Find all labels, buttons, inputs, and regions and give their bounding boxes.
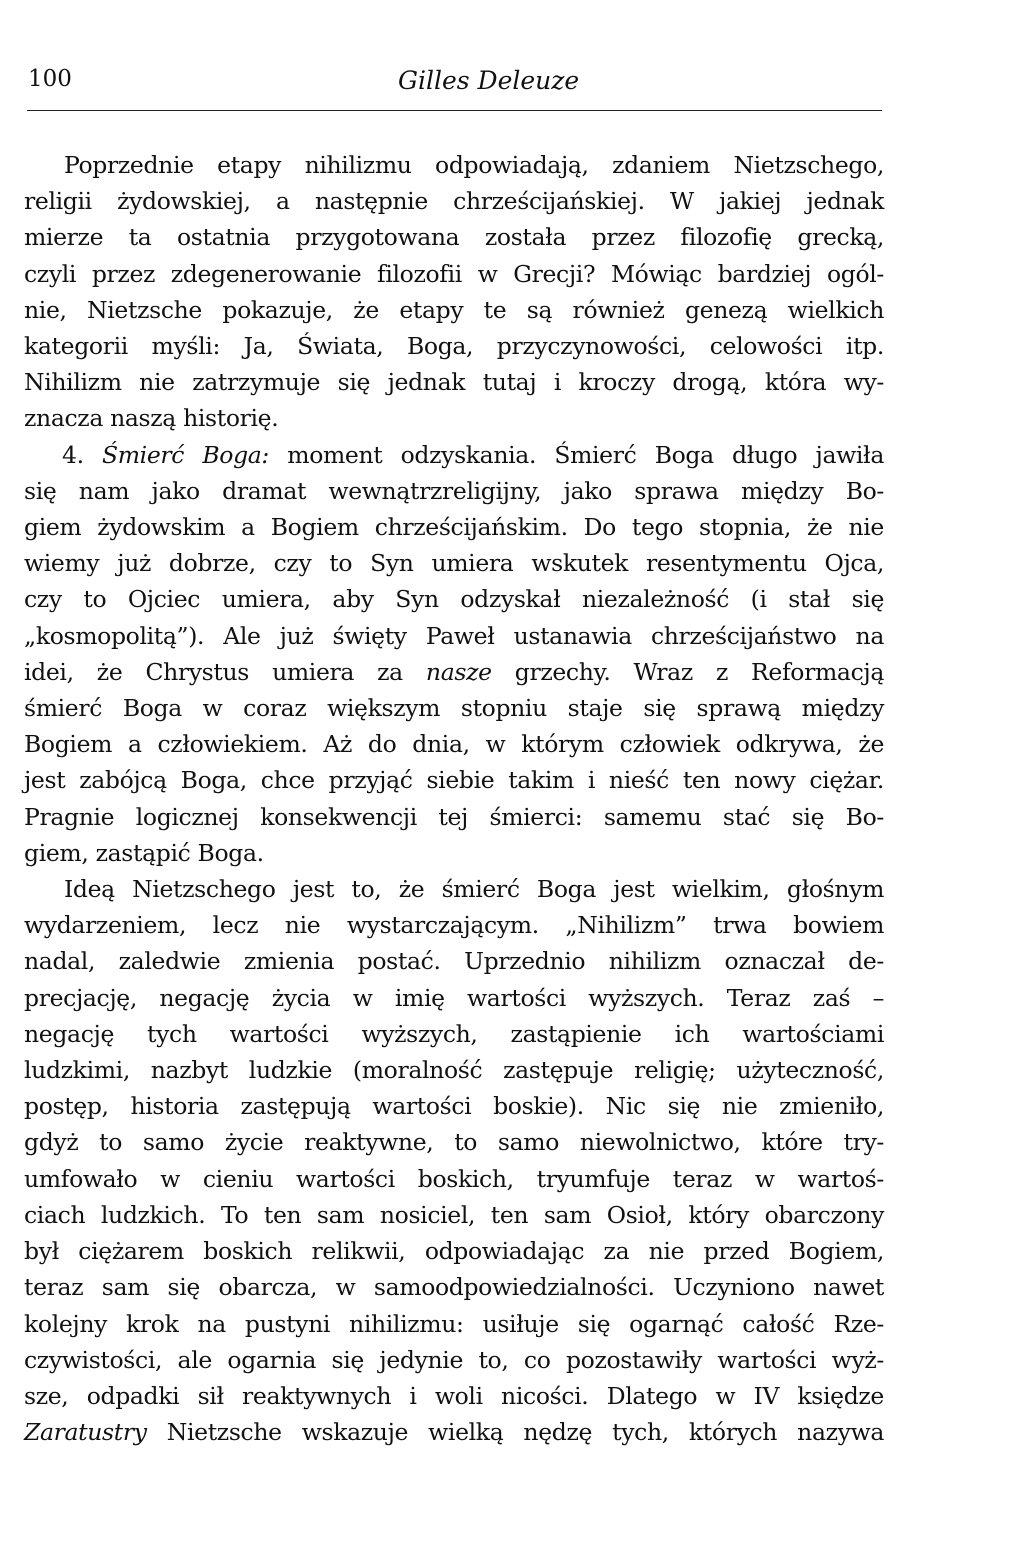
page-number: 100 [28, 66, 72, 92]
text-line: „kosmopolitą”). Ale już święty Paweł ustanawia chrześcijaństwo na [24, 621, 884, 650]
text-line: giem żydowskim a Bogiem chrześcijańskim. Do tego stopnia, że nie [24, 513, 884, 542]
running-title: Gilles Deleuze [398, 66, 580, 95]
text-line: Nihilizm nie zatrzymuje się jednak tutaj i kroczy drogą, która wy- [24, 368, 884, 397]
text-line: gdyż to samo życie reaktywne, to samo niewolnictwo, które try- [24, 1128, 884, 1157]
text-line: ciach ludzkich. To ten sam nosiciel, ten sam Osioł, który obarczony [24, 1200, 884, 1229]
text-line: Bogiem a człowiekiem. Aż do dnia, w którym człowiek odkrywa, że [24, 730, 884, 759]
text-run: 4. [62, 440, 102, 469]
text-line: nie, Nietzsche pokazuje, że etapy te są również genezą wielkich [24, 295, 884, 324]
text-line: negację tych wartości wyższych, zastąpienie ich wartościami [24, 1019, 884, 1048]
text-line: wiemy już dobrze, czy to Syn umiera wskutek resentymentu Ojca, [24, 549, 884, 578]
text-line: umfowało w cieniu wartości boskich, tryumfuje teraz w wartoś- [24, 1164, 884, 1193]
text-line: Poprzednie etapy nihilizmu odpowiadają, zdaniem Nietzschego, [64, 151, 884, 179]
text-line: czywistości, ale ogarnia się jedynie to, co pozostawiły wartości wyż- [24, 1345, 884, 1374]
text-run: idei, że Chrystus umiera za [24, 657, 426, 686]
header-rule [27, 110, 882, 111]
text-line: religii żydowskiej, a następnie chrześcijańskiej. W jakiej jednak [24, 187, 884, 216]
body-text [24, 147, 884, 1450]
text-line: nadal, zaledwie zmienia postać. Uprzednio nihilizm oznaczał de- [24, 947, 884, 976]
text-line: Ideą Nietzschego jest to, że śmierć Boga jest wielkim, głośnym [64, 875, 884, 904]
text-line: czyli przez zdegenerowanie filozofii w Grecji? Mówiąc bardziej ogól- [24, 259, 884, 288]
text-run: Nietzsche wskazuje wielką nędzę tych, których nazywa [146, 1418, 884, 1447]
text-line: mierze ta ostatnia przygotowana została przez filozofię grecką, [24, 223, 884, 252]
text-line: postęp, historia zastępują wartości boskie). Nic się nie zmieniło, [24, 1092, 884, 1121]
text-line: precjację, negację życia w imię wartości wyższych. Teraz zaś – [24, 983, 884, 1012]
text-line: wydarzeniem, lecz nie wystarczającym. „Nihilizm” trwa bowiem [24, 911, 884, 940]
text-line: giem, zastąpić Boga. [24, 838, 264, 867]
text-line: był ciężarem boskich relikwii, odpowiadając za nie przed Bogiem, [24, 1237, 884, 1266]
text-line: jest zabójcą Boga, chce przyjąć siebie takim i nieść ten nowy ciężar. [24, 766, 884, 795]
italic-text: Zaratustry [24, 1418, 147, 1447]
text-line: kategorii myśli: Ja, Świata, Boga, przyczynowości, celowości itp. [24, 332, 884, 361]
text-line: ludzkimi, nazbyt ludzkie (moralność zastępuje religię; użyteczność, [24, 1056, 884, 1085]
text-line: znacza naszą historię. [24, 404, 279, 433]
text-line [24, 1414, 884, 1450]
text-line: kolejny krok na pustyni nihilizmu: usiłuje się ogarnąć całość Rze- [24, 1309, 884, 1338]
text-line: Pragnie logicznej konsekwencji tej śmierci: samemu stać się Bo- [24, 802, 884, 831]
italic-text: nasze [425, 657, 492, 686]
text-run: grzechy. Wraz z Reformacją [491, 657, 884, 686]
page-header [28, 66, 882, 106]
italic-text: Śmierć Boga: [101, 440, 269, 469]
text-line: się nam jako dramat wewnątrzreligijny, jako sprawa między Bo- [24, 476, 884, 505]
text-run: moment odzyskania. Śmierć Boga długo jawiła [269, 440, 884, 469]
text-line: sze, odpadki sił reaktywnych i woli nicości. Dlatego w IV księdze [24, 1381, 884, 1410]
text-line: czy to Ojciec umiera, aby Syn odzyskał niezależność (i stał się [24, 585, 884, 614]
text-line: śmierć Boga w coraz większym stopniu staje się sprawą między [24, 694, 884, 723]
section-heading-line [24, 437, 884, 473]
text-line [24, 654, 884, 690]
text-line: teraz sam się obarcza, w samoodpowiedzialności. Uczyniono nawet [24, 1273, 884, 1302]
